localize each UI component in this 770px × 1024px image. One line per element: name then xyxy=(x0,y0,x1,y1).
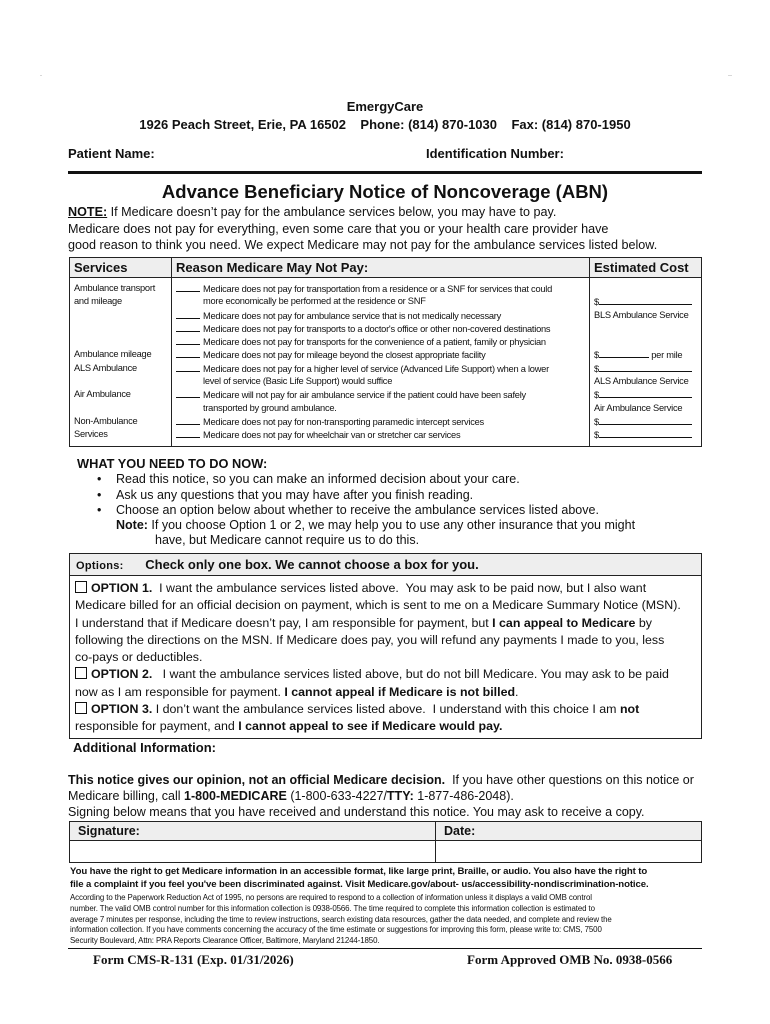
reason-text: more economically be performed at the residence or SNF xyxy=(203,296,426,307)
option-1 xyxy=(75,580,696,666)
reason-text: Medicare will not pay for air ambulance service if the patient could have been safely xyxy=(203,390,526,401)
option-3-checkbox[interactable] xyxy=(75,702,87,714)
option-1-checkbox[interactable] xyxy=(75,581,87,593)
tty-label: TTY: xyxy=(386,789,414,803)
services-table xyxy=(69,257,702,447)
reason-check-blank[interactable] xyxy=(176,348,200,358)
reason-row xyxy=(176,415,586,428)
reason-row xyxy=(176,362,586,375)
option-3-label: OPTION 3. xyxy=(91,702,153,717)
option-2-checkbox[interactable] xyxy=(75,667,87,679)
option-3-text: responsible for payment, and xyxy=(75,719,239,734)
signature-box xyxy=(69,821,702,863)
notice-text: If you have other questions on this notice or xyxy=(445,773,694,787)
option-1-text: by xyxy=(635,615,652,630)
cost-input-line[interactable] xyxy=(599,388,692,398)
reasons-column xyxy=(172,278,590,447)
dollar-sign: $ xyxy=(594,416,599,427)
option-2-no-appeal: I cannot appeal if Medicare is not billed xyxy=(284,684,516,699)
header-divider xyxy=(68,171,702,174)
note-label: NOTE: xyxy=(68,205,108,219)
reason-text: Medicare does not pay for transportation from a residence or a SNF for services that could xyxy=(203,284,553,294)
cost-input-line[interactable] xyxy=(599,362,692,372)
cost-suffix: per mile xyxy=(648,350,683,361)
bullet-item: • Choose an option below about whether to receive the ambulance services listed above. xyxy=(116,503,599,517)
reason-text: transported by ground ambulance. xyxy=(203,402,337,413)
options-instruction: Check only one box. We cannot choose a box for you. xyxy=(145,557,479,572)
cost-row xyxy=(594,415,698,428)
notice-text: (1-800-633-4227/ xyxy=(286,789,387,803)
reason-row xyxy=(176,388,586,401)
cost-row xyxy=(594,322,698,335)
option-1-text: following the directions on the MSN xyxy=(75,632,270,647)
note-paragraph xyxy=(68,204,657,254)
service-row: and mileage xyxy=(74,296,122,307)
form-number: Form CMS-R-131 (Exp. 01/31/2026) xyxy=(93,952,294,967)
rights-line: file a complaint if you feel you've been discriminated against. Visit Medicare.gov/about- us/accessibility-nondiscrimination-notice. xyxy=(70,879,649,890)
reason-text: Medicare does not pay for transports to a doctor's office or other non-covered destinations xyxy=(203,323,551,334)
cost-service-label: ALS Ambulance Service xyxy=(594,376,689,387)
service-row: Services xyxy=(74,429,108,440)
service-row: Ambulance transport xyxy=(74,283,156,293)
reason-text: Medicare does not pay for non-transporting paramedic intercept services xyxy=(203,416,484,427)
options-header xyxy=(70,554,701,576)
option-2-text: now as I am responsible for payment. xyxy=(75,684,285,699)
reason-check-blank[interactable] xyxy=(176,415,200,425)
footer-divider xyxy=(68,948,702,949)
option-3-not: not xyxy=(619,702,640,717)
option-1-label: OPTION 1. xyxy=(91,581,153,595)
patient-name-label: Patient Name: xyxy=(68,146,155,161)
option-3-text: I don’t want the ambulance services listed above. I understand with this choice I am xyxy=(152,702,620,717)
reason-text: Medicare does not pay for wheelchair van or stretcher car services xyxy=(203,430,461,441)
notice-text: Medicare billing, call xyxy=(68,789,185,803)
reason-check-blank[interactable] xyxy=(176,322,200,332)
option-1-text: co-pays or deductibles. xyxy=(75,650,203,665)
option-3 xyxy=(75,701,696,736)
cost-input-line[interactable] xyxy=(599,348,649,358)
cost-row xyxy=(594,428,698,441)
cost-input-line[interactable] xyxy=(599,428,692,438)
cost-row xyxy=(594,295,698,308)
service-row xyxy=(74,322,168,335)
reason-check-blank xyxy=(176,375,200,384)
reason-check-blank[interactable] xyxy=(176,388,200,398)
option-1-text: I understand that if Medicare doesn’t pay, I am responsible for payment, but xyxy=(75,615,493,630)
corner-mark-left: - xyxy=(40,73,42,79)
reason-text: Medicare does not pay for ambulance service that is not medically necessary xyxy=(203,310,502,321)
services-table-body xyxy=(70,278,702,447)
service-row xyxy=(74,309,168,322)
cost-row xyxy=(594,282,698,295)
reason-row xyxy=(176,402,586,415)
reason-text: level of service (Basic Life Support) would suffice xyxy=(203,376,393,387)
notice-bold: This notice gives our opinion, not an official Medicare decision. xyxy=(68,773,446,787)
date-label: Date: xyxy=(436,822,701,841)
reason-row xyxy=(176,348,586,361)
bullet-item: • Read this notice, so you can make an informed decision about your care. xyxy=(116,472,520,486)
service-row: ALS Ambulance xyxy=(74,362,137,373)
cost-row xyxy=(594,388,698,401)
note-line3: good reason to think you need. We expect Medicare may not pay for the ambulance services listed below. xyxy=(68,238,658,252)
option-1-text: . If Medicare does pay, you will refund any payments I made to you, less xyxy=(269,632,665,647)
paperwork-reduction-notice xyxy=(70,893,612,947)
reason-row xyxy=(176,282,586,295)
cost-input-line[interactable] xyxy=(599,295,692,305)
reason-check-blank[interactable] xyxy=(176,428,200,438)
option-1-text: I want the ambulance services listed above. You may ask to be paid now, but I also want xyxy=(152,581,647,595)
services-table-header xyxy=(70,258,702,278)
option-1-text: Medicare billed for an official decision on payment, which is sent to me on a Medicare Summary Notice (MSN). xyxy=(75,598,681,613)
bullet-item: • Ask us any questions that you may have after you finish reading. xyxy=(116,488,473,502)
accessibility-rights xyxy=(70,865,649,891)
omb-number: Form Approved OMB No. 0938-0566 xyxy=(467,952,673,967)
reason-check-blank xyxy=(176,295,200,304)
note-option-label: Note: xyxy=(116,518,148,532)
col-header-reason: Reason Medicare May Not Pay: xyxy=(172,258,590,278)
option-1-appeal: I can appeal to Medicare xyxy=(492,615,636,630)
reason-text: Medicare does not pay for mileage beyond the closest appropriate facility xyxy=(203,350,486,361)
col-header-services: Services xyxy=(70,258,172,278)
reason-row xyxy=(176,335,586,348)
dollar-sign: $ xyxy=(594,390,599,401)
services-column xyxy=(70,278,172,447)
options-box xyxy=(69,553,702,739)
note-line1: If Medicare doesn’t pay for the ambulance services below, you may have to pay. xyxy=(107,205,557,219)
reason-check-blank[interactable] xyxy=(176,282,200,292)
service-row xyxy=(74,375,168,388)
option-3-no-appeal: I cannot appeal to see if Medicare would pay. xyxy=(238,719,503,734)
notice-paragraph xyxy=(68,772,694,820)
reason-check-blank[interactable] xyxy=(176,335,200,345)
notice-text: 1-877-486-2048). xyxy=(413,789,514,803)
reason-text: Medicare does not pay for a higher level of service (Advanced Life Support) when a lower xyxy=(203,363,549,374)
cost-row xyxy=(594,309,698,322)
date-field[interactable] xyxy=(436,822,701,862)
signature-field[interactable] xyxy=(70,822,436,862)
what-to-do-heading: WHAT YOU NEED TO DO NOW: xyxy=(77,456,268,471)
options-label: Options: xyxy=(76,560,124,572)
cost-row xyxy=(594,402,698,415)
cost-row xyxy=(594,335,698,348)
org-name: EmergyCare xyxy=(346,99,424,114)
note-option-line2: have, but Medicare cannot require us to do this. xyxy=(155,533,420,547)
notice-text: Signing below means that you have received and understand this notice. You may ask to receive a copy. xyxy=(68,805,645,819)
reason-row xyxy=(176,375,586,388)
page-title: Advance Beneficiary Notice of Noncoverage (ABN) xyxy=(161,181,609,202)
cost-input-line[interactable] xyxy=(599,415,692,425)
note-line2: Medicare does not pay for everything, even some care that you or your health care provider have xyxy=(68,221,609,236)
additional-information-label: Additional Information: xyxy=(73,740,216,755)
paperwork-line: Security Boulevard, Attn: PRA Reports Clearance Officer, Baltimore, Maryland 21244-1850. xyxy=(70,936,380,946)
service-row xyxy=(74,402,168,415)
option-2-label: OPTION 2. xyxy=(91,667,153,682)
dollar-sign: $ xyxy=(594,350,599,361)
reason-row xyxy=(176,428,586,441)
paperwork-line: According to the Paperwork Reduction Act of 1995, no persons are required to respond to a collection of information unless it displays a valid OMB control xyxy=(70,893,592,902)
dollar-sign: $ xyxy=(594,430,599,441)
paperwork-line: number. The valid OMB control number for this information collection is 0938-0566. The time required to complete this information collection is estimated to xyxy=(70,903,595,913)
dollar-sign: $ xyxy=(594,297,599,308)
service-row xyxy=(74,335,168,348)
org-address: 1926 Peach Street, Erie, PA 16502 Phone: (814) 870-1030 Fax: (814) 870-1950 xyxy=(139,117,631,132)
option-2-text: . xyxy=(515,684,519,699)
reason-check-blank[interactable] xyxy=(176,309,200,319)
cost-service-label: Air Ambulance Service xyxy=(594,402,683,413)
signature-label: Signature: xyxy=(70,822,435,841)
reason-text: Medicare does not pay for transports for the convenience of a patient, family or physician xyxy=(203,337,546,348)
reason-check-blank xyxy=(176,402,200,411)
note-option-help xyxy=(116,518,635,532)
rights-line: You have the right to get Medicare information in an accessible format, like large print, Braille, or audio. You also have the right to xyxy=(70,866,648,877)
estimated-cost-column xyxy=(590,278,702,447)
note-option-line1: If you choose Option 1 or 2, we may help you to use any other insurance that you might xyxy=(147,518,636,532)
reason-row xyxy=(176,309,586,322)
reason-row xyxy=(176,322,586,335)
service-row: Air Ambulance xyxy=(74,389,131,400)
corner-mark-right: -- xyxy=(728,73,732,79)
medicare-phone: 1-800-MEDICARE xyxy=(184,789,287,803)
dollar-sign: $ xyxy=(594,363,599,374)
cost-row xyxy=(594,362,698,375)
cost-service-label: BLS Ambulance Service xyxy=(594,309,689,320)
cost-row xyxy=(594,348,698,361)
service-row: Non-Ambulance xyxy=(74,415,138,426)
service-row: Ambulance mileage xyxy=(74,349,152,360)
identification-number-label: Identification Number: xyxy=(426,146,564,161)
cost-row xyxy=(594,375,698,388)
option-2-text: I want the ambulance services listed above, but do not bill Medicare. You may ask to be paid xyxy=(152,667,669,682)
col-header-estimated-cost: Estimated Cost xyxy=(590,258,702,278)
reason-row xyxy=(176,295,586,308)
paperwork-line: average 7 minutes per response, including the time to review instructions, search existing data resources, gather the data needed, and complete and review the xyxy=(70,914,612,924)
option-2 xyxy=(75,666,696,701)
paperwork-line: information collection. If you have comments concerning the accuracy of the time estimate or suggestions for improving this form, please write to: CMS, 7500 xyxy=(70,925,602,935)
reason-check-blank[interactable] xyxy=(176,362,200,372)
